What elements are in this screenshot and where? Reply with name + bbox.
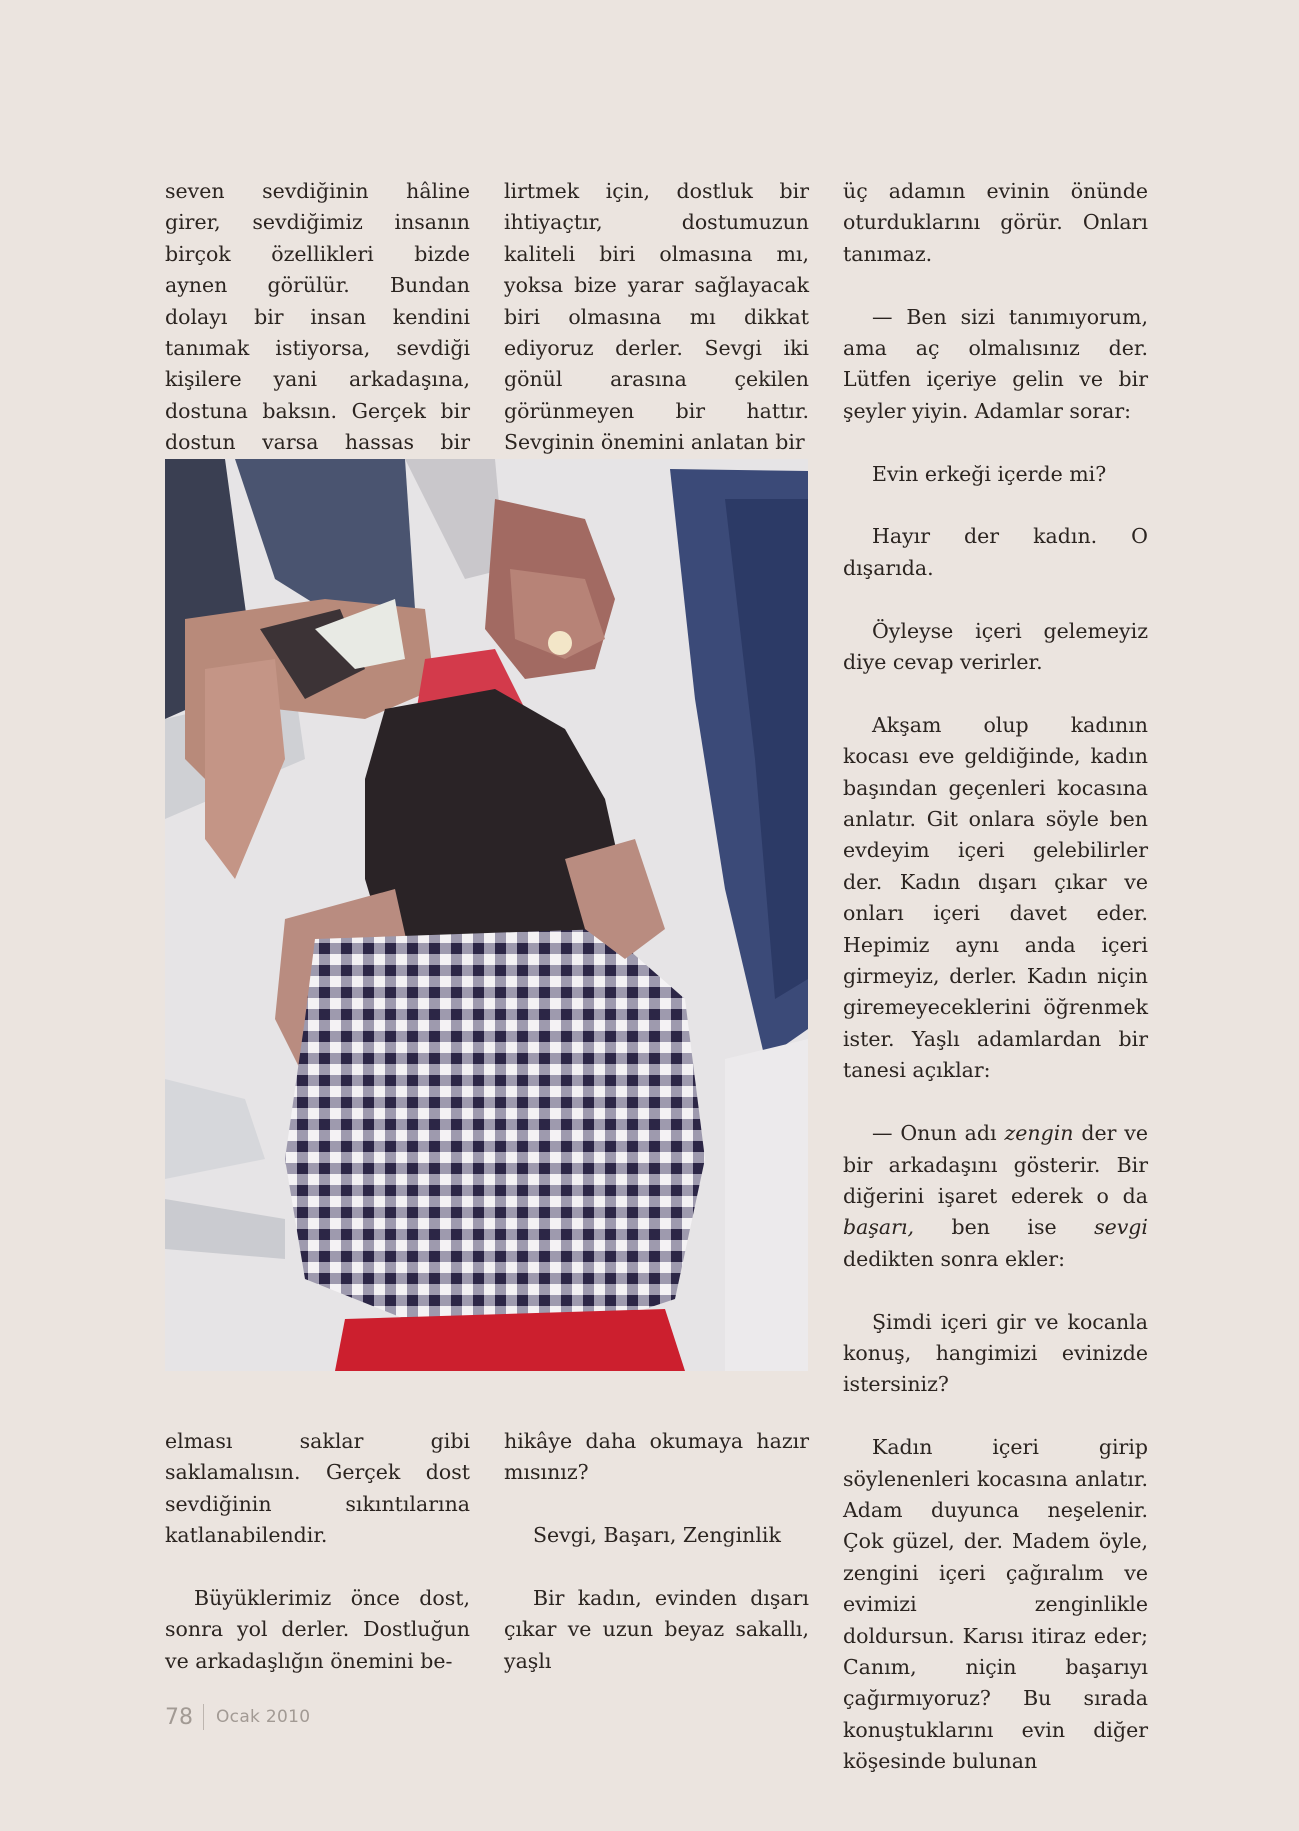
paragraph: Akşam olup kadının kocası eve geldiğinde, kadın başından geçenleri kocasına anlatır. Git onlara söyle ben evdeyim içeri gelebilirler der. Kadın dışarı çıkar ve onları içeri davet eder. Hepimiz aynı anda içeri girmeyiz, derler. Kadın niçin giremeyeceklerini öğrenmek ister. Yaşlı adamlardan bir tanesi açıklar:: [843, 712, 1148, 1083]
section-heading: Sevgi, Başarı, Zenginlik: [533, 1523, 781, 1548]
photo-girl-gingham-dress: [165, 459, 808, 1371]
paragraph: üç adamın evinin önünde oturduklarını görür. Onları tanımaz.: [843, 179, 1148, 266]
paragraph: Bir kadın, evinden dışarı çıkar ve uzun beyaz sakallı, yaşlı: [504, 1586, 809, 1673]
paragraph: Büyüklerimiz önce dost, sonra yol derler. Dostluğun ve arkadaşlığın önemini be-: [165, 1586, 470, 1673]
issue-date: Ocak 2010: [216, 1707, 311, 1727]
column-3: [843, 176, 1148, 1778]
column-1-bottom: [165, 1426, 470, 1677]
emphasis-sevgi: sevgi: [1094, 1215, 1148, 1240]
column-2-bottom: [504, 1426, 809, 1677]
column-1-top: [165, 176, 470, 490]
text-run: der ve bir arkadaşını gösterir. Bir diğerini işaret ederek o da: [843, 1121, 1148, 1208]
paragraph: Evin erkeği içerde mi?: [872, 461, 1107, 486]
page-number: 78: [165, 1704, 193, 1730]
column-2-top: [504, 176, 809, 459]
text-run: — Onun adı: [872, 1121, 1005, 1146]
paragraph: [843, 1118, 1148, 1275]
paragraph: hikâye daha okumaya hazır mısınız?: [504, 1429, 809, 1485]
paragraph: seven sevdiğinin hâline girer, sevdiğimiz insanın birçok özellikleri bizde aynen görülür. Bundan dolayı bir insan kendini tanımak istiyorsa, sevdiği kişilere yani arkadaşına, dostuna baksın. Gerçek bir dostun varsa hassas bir: [165, 179, 470, 455]
footer-divider: [203, 1704, 204, 1730]
text-run: dedikten sonra ekler:: [843, 1246, 1065, 1271]
paragraph: Kadın içeri girip söylenenleri kocasına anlatır. Adam duyunca neşelenir. Çok güzel, der. Madem öyle, zengini içeri çağıralım ve evimizi zenginlikle doldursun. Karısı itiraz eder; Canım, niçin başarıyı çağırmıyoruz? Bu sırada konuştuklarını evin diğer köşesinde bulunan: [843, 1435, 1148, 1774]
emphasis-zengin: zengin: [1004, 1121, 1074, 1146]
paragraph: elması saklar gibi saklamalısın. Gerçek dost sevdiğinin sıkıntılarına katlanabilendir.: [165, 1429, 470, 1548]
paragraph: Şimdi içeri gir ve kocanla konuş, hangimizi evinizde istersiniz?: [843, 1309, 1148, 1397]
page-footer: [165, 1704, 310, 1730]
paragraph: Öyleyse içeri gelemeyiz diye cevap verirler.: [843, 618, 1148, 675]
text-run: ben ise: [913, 1215, 1095, 1240]
paragraph: Hayır der kadın. O dışarıda.: [843, 524, 1148, 580]
emphasis-basari: başarı,: [843, 1215, 914, 1240]
paragraph: — Ben sizi tanımıyorum, ama aç olmalısınız der. Lütfen içeriye gelin ve bir şeyler yiyin. Adamlar sorar:: [843, 304, 1148, 423]
paragraph: lirtmek için, dostluk bir ihtiyaçtır, dostumuzun kaliteli biri olmasına mı, yoksa bize yarar sağlayacak biri olmasına mı dikkat ediyoruz derler. Sevgi iki gönül arasına çekilen görünmeyen bir hattır. Sevginin önemini anlatan bir: [504, 179, 809, 455]
